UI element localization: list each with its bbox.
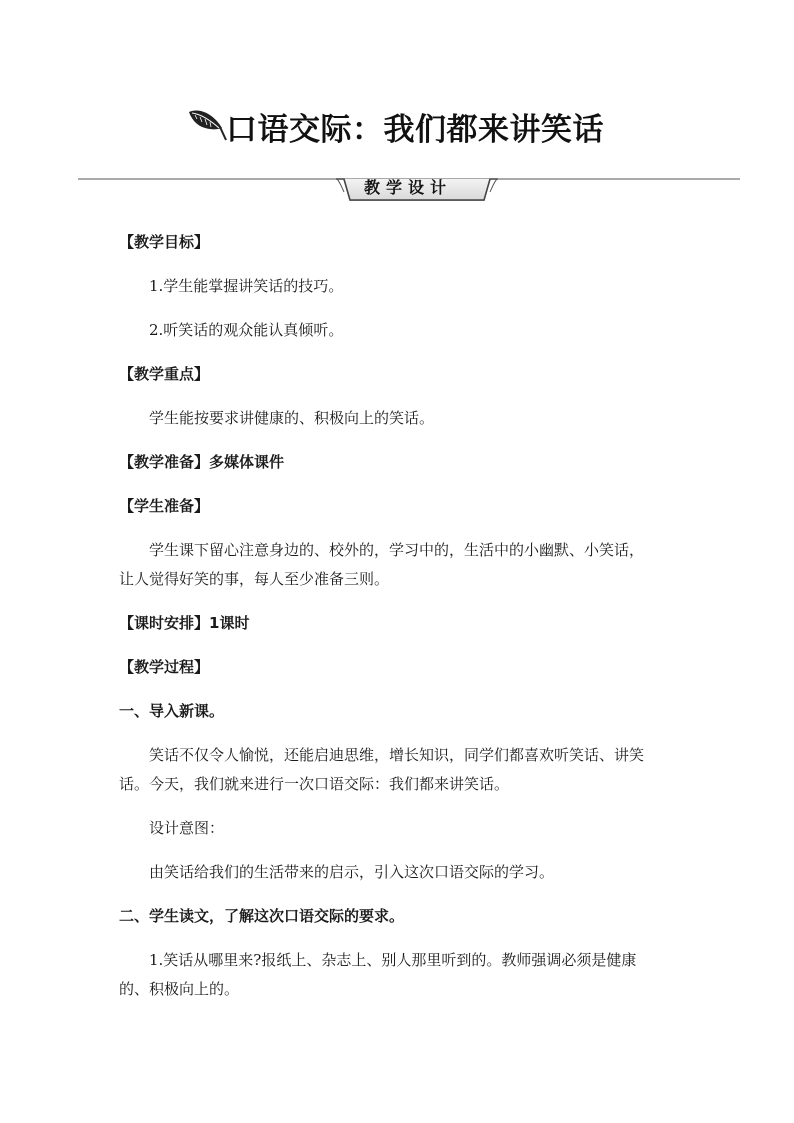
- step-one-text: 笑话不仅令人愉悦，还能启迪思维，增长知识，同学们都喜欢听笑话、讲笑: [149, 746, 645, 764]
- process-heading: 【教学过程】: [119, 658, 210, 676]
- step-two-text: 1.笑话从哪里来?报纸上、杂志上、别人那里听到的。教师强调必须是健康: [149, 951, 637, 969]
- design-intent-label: 设计意图：: [149, 819, 225, 837]
- goal-item: 2.听笑话的观众能认真倾听。: [149, 321, 344, 339]
- focus-text: 学生能按要求讲健康的、积极向上的笑话。: [149, 409, 435, 427]
- step-one-text: 话。今天，我们就来进行一次口语交际：我们都来讲笑话。: [119, 775, 510, 793]
- preparation-heading: 【教学准备】多媒体课件: [119, 453, 285, 471]
- student-preparation-text: 让人觉得好笑的事，每人至少准备三则。: [119, 570, 390, 588]
- step-two-heading: 二、学生读文，了解这次口语交际的要求。: [119, 907, 405, 925]
- goals-heading: 【教学目标】: [119, 233, 210, 251]
- student-preparation-heading: 【学生准备】: [119, 497, 210, 515]
- design-intent-text: 由笑话给我们的生活带来的启示，引入这次口语交际的学习。: [149, 863, 555, 881]
- quill-pen-icon: [186, 100, 228, 142]
- student-preparation-text: 学生课下留心注意身边的、校外的，学习中的，生活中的小幽默、小笑话，: [149, 541, 645, 559]
- step-two-text: 的、积极向上的。: [119, 980, 240, 998]
- title-area: [0, 98, 794, 152]
- page-title: 口语交际：我们都来讲笑话: [226, 112, 604, 148]
- banner-label: 教学设计: [363, 178, 452, 197]
- schedule-heading: 【课时安排】1课时: [119, 614, 250, 632]
- goal-item: 1.学生能掌握讲笑话的技巧。: [149, 277, 344, 295]
- step-one-heading: 一、导入新课。: [119, 702, 225, 720]
- document-body: [119, 228, 679, 1004]
- focus-heading: 【教学重点】: [119, 365, 210, 383]
